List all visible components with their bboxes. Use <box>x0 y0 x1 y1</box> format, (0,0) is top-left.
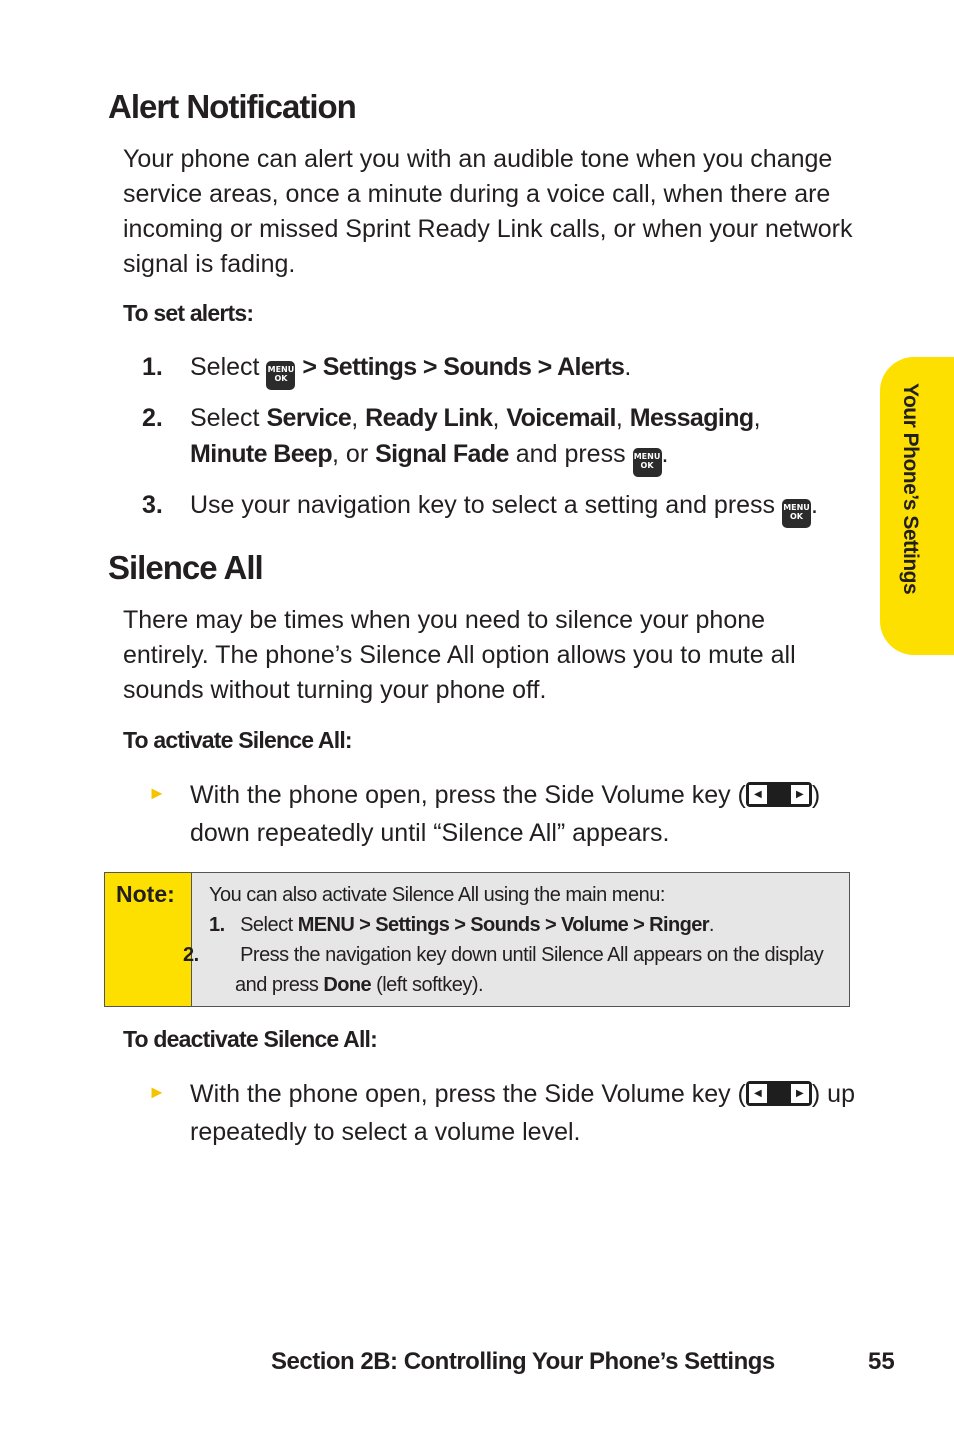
note-step-1: 1. Select MENU > Settings > Sounds > Volume > Ringer. <box>209 914 714 936</box>
side-section-tab: Your Phone’s Settings <box>880 357 954 655</box>
menu-key-icon: MENU OK <box>633 448 662 477</box>
alert-intro: Your phone can alert you with an audible tone when you change service areas, once a minute during a voice call, when there are incoming or missed Sprint Ready Link calls, or when your network signal is fading. <box>123 145 853 278</box>
step-1: 1. Select MENU OK > Settings > Sounds > Alerts. <box>142 349 862 390</box>
triangle-bullet-icon: ► <box>148 1082 166 1102</box>
step-3: 3. Use your navigation key to select a setting and press MENU OK . <box>142 487 862 528</box>
activate-subhead: To activate Silence All: <box>123 727 352 753</box>
option-voicemail: Voicemail <box>506 404 616 432</box>
menu-key-icon: MENU OK <box>782 499 811 528</box>
note-intro: You can also activate Silence All using the main menu: <box>209 884 665 906</box>
note-label: Note: <box>116 881 175 907</box>
side-volume-key-icon: ◀ ▶ <box>746 782 812 807</box>
activate-instruction: With the phone open, press the Side Volume key ( ◀ ▶ ) down repeatedly until “Silence All” appears. <box>190 781 821 847</box>
note-box <box>104 872 850 1007</box>
option-ready-link: Ready Link <box>365 404 493 432</box>
option-signal-fade: Signal Fade <box>375 440 509 468</box>
footer-section-title: Section 2B: Controlling Your Phone’s Settings <box>271 1348 775 1375</box>
deactivate-subhead: To deactivate Silence All: <box>123 1026 378 1052</box>
step-2: 2. Select Service, Ready Link, Voicemail, Messaging, Minute Beep, or Signal Fade and press MENU OK . <box>142 400 862 477</box>
alert-heading: Alert Notification <box>108 88 356 125</box>
menu-key-icon: MENU OK <box>266 361 295 390</box>
silence-intro: There may be times when you need to silence your phone entirely. The phone’s Silence All option allows you to mute all sounds without turning your phone off. <box>123 606 796 704</box>
option-messaging: Messaging <box>629 404 754 432</box>
deactivate-instruction: With the phone open, press the Side Volume key ( ◀ ▶ ) up repeatedly to select a volume level. <box>190 1080 855 1146</box>
silence-heading: Silence All <box>108 549 263 586</box>
note-step-2: 2. Press the navigation key down until Silence All appears on the display and press Done (left softkey). <box>183 944 824 996</box>
set-alerts-subhead: To set alerts: <box>123 300 254 326</box>
alerts-path: > Settings > Sounds > Alerts <box>302 353 625 381</box>
option-minute-beep: Minute Beep <box>190 440 333 468</box>
side-volume-key-icon: ◀ ▶ <box>746 1081 812 1106</box>
triangle-bullet-icon: ► <box>148 783 166 803</box>
option-service: Service <box>266 404 352 432</box>
page-number: 55 <box>868 1348 895 1375</box>
